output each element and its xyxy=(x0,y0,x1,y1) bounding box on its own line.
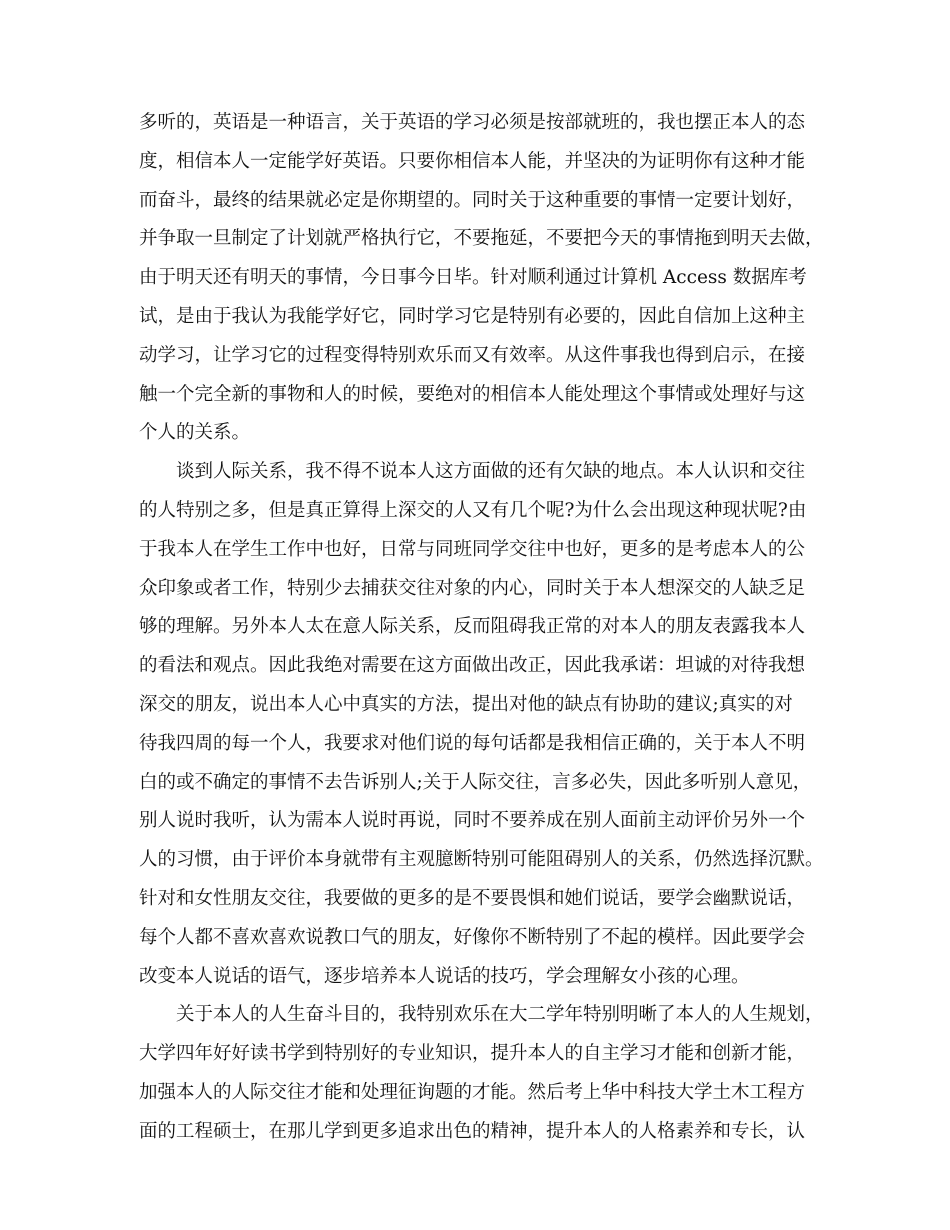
text-line: 度，相信本人一定能学好英语。只要你相信本人能，并坚决的为证明你有这种才能 xyxy=(139,150,806,172)
text-line: 的看法和观点。因此我绝对需要在这方面做出改正，因此我承诺：坦诚的对待我想 xyxy=(139,655,806,677)
text-line: 动学习，让学习它的过程变得特别欢乐而又有效率。从这件事我也得到启示，在接 xyxy=(139,344,806,366)
paragraph-start-line: 谈到人际关系，我不得不说本人这方面做的还有欠缺的地点。本人认识和交往 xyxy=(139,461,806,483)
text-line: 深交的朋友，说出本人心中真实的方法，提出对他的缺点有协助的建议;真实的对 xyxy=(139,693,793,715)
text-line: 每个人都不喜欢喜欢说教口气的朋友，好像你不断特别了不起的模样。因此要学会 xyxy=(139,926,806,948)
text-line: 加强本人的人际交往才能和处理征询题的才能。然后考上华中科技大学土木工程方 xyxy=(139,1081,806,1103)
text-line: 多听的，英语是一种语言，关于英语的学习必须是按部就班的，我也摆正本人的态 xyxy=(139,112,806,133)
document-body xyxy=(139,104,839,1152)
text-line: 的人特别之多，但是真正算得上深交的人又有几个呢?为什么会出现这种现状呢?由 xyxy=(139,499,807,521)
text-line: 改变本人说话的语气，逐步培养本人说话的技巧，学会理解女小孩的心理。 xyxy=(139,965,750,987)
text-line: 大学四年好好读书学到特别好的专业知识，提升本人的自主学习才能和创新才能， xyxy=(139,1043,806,1065)
text-line: 众印象或者工作，特别少去捕获交往对象的内心，同时关于本人想深交的人缺乏足 xyxy=(139,577,806,599)
text-line: 针对和女性朋友交往，我要做的更多的是不要畏惧和她们说话，要学会幽默说话， xyxy=(139,887,806,909)
text-line: 面的工程硕士，在那儿学到更多追求出色的精神，提升本人的人格素养和专长，认 xyxy=(139,1120,806,1142)
text-line: 够的理解。另外本人太在意人际关系，反而阻碍我正常的对本人的朋友表露我本人 xyxy=(139,616,806,638)
text-line: 于我本人在学生工作中也好，日常与同班同学交往中也好，更多的是考虑本人的公 xyxy=(139,538,806,560)
text-line: 并争取一旦制定了计划就严格执行它，不要拖延，不要把今天的事情拖到明天去做， xyxy=(139,228,824,250)
text-line: 待我四周的每一个人，我要求对他们说的每句话都是我相信正确的，关于本人不明 xyxy=(139,732,806,754)
paragraph-start-line: 关于本人的人生奋斗目的，我特别欢乐在大二学年特别明晰了本人的人生规划， xyxy=(139,1004,824,1026)
text-line: 白的或不确定的事情不去告诉别人;关于人际交往，言多必失，因此多听别人意见， xyxy=(139,771,812,793)
text-line: 个人的关系。 xyxy=(139,422,251,444)
text-line: 而奋斗，最终的结果就必定是你期望的。同时关于这种重要的事情一定要计划好， xyxy=(139,189,806,211)
text-line: 试，是由于我认为我能学好它，同时学习它是特别有必要的，因此自信加上这种主 xyxy=(139,305,806,327)
text-line: 人的习惯，由于评价本身就带有主观臆断特别可能阻碍别人的关系，仍然选择沉默。 xyxy=(139,849,824,871)
text-line: 由于明天还有明天的事情，今日事今日毕。针对顺利通过计算机 Access 数据库考 xyxy=(139,267,807,289)
text-line: 触一个完全新的事物和人的时候，要绝对的相信本人能处理这个事情或处理好与这 xyxy=(139,383,806,405)
text-line: 别人说时我听，认为需本人说时再说，同时不要养成在别人面前主动评价另外一个 xyxy=(139,810,806,832)
